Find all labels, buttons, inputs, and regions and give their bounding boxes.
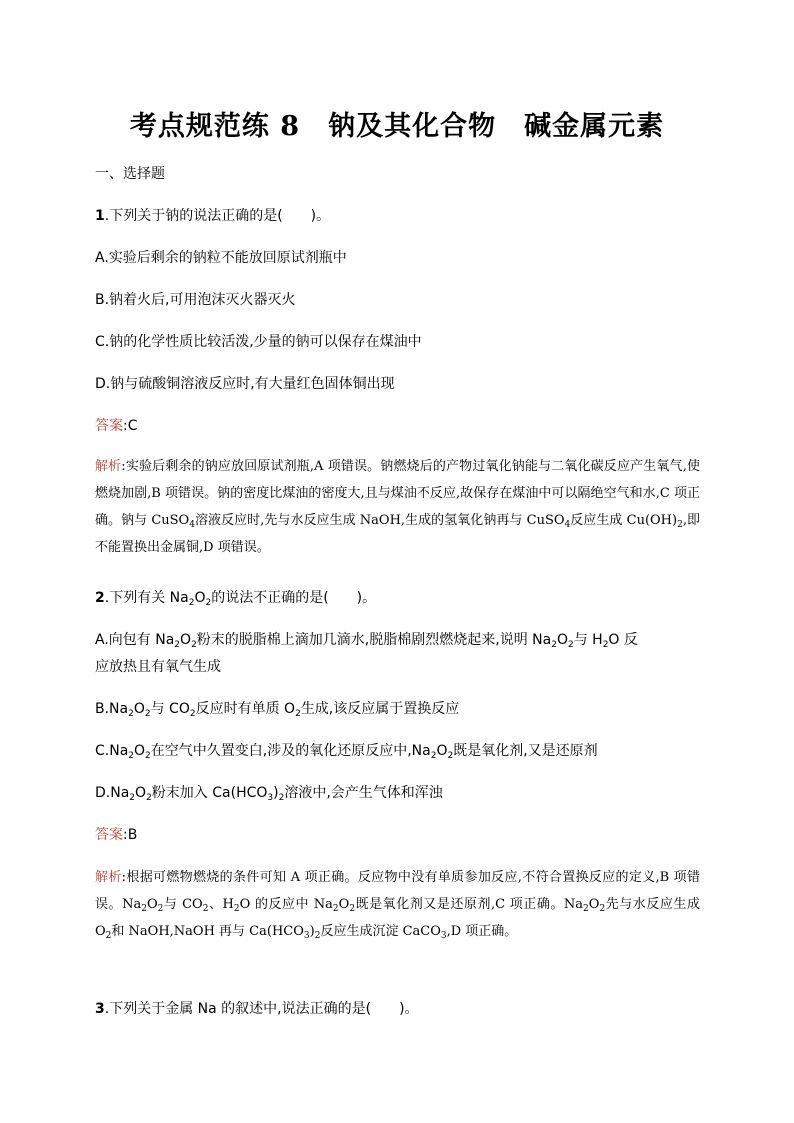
question-2-option-b: $B.Na_2O_2$与 $CO_2$反应时有单质 $O_2$生成,该反应属于置换反应 (95, 701, 460, 719)
question-2-option-c: $C.Na_2O_2$在空气中久置变白,涉及的氧化还原反应中$,Na_2O_2$既是氧化剂,又是还原剂 (95, 743, 598, 761)
section-heading: 一、选择题 (95, 166, 165, 182)
answer-label: 答案 (95, 827, 123, 843)
question-1-option-a: A.实验后剩余的钠粒不能放回原试剂瓶中 (95, 250, 347, 266)
question-1-explanation: 解析:实验后剩余的钠应放回原试剂瓶,A 项错误。钠燃烧后的产物过氧化钠能与二氧化碳反应产生氧气,使燃烧加剧,B 项错误。钠的密度比煤油的密度大,且与煤油不反应,故保存在煤油中可以隔绝空气和水,C 项正确。钠与 CuSO$_4$溶液反应时,先与水反应生成 NaOH,生成的氢氧化钠再与 CuSO$_4$反应生成 $Cu(OH)_2$,即不能置换出金属铜,D 项错误。 (95, 459, 700, 555)
question-1-stem: 1.下列关于钠的说法正确的是( )。 (95, 208, 331, 224)
answer-label: 答案 (95, 418, 123, 434)
explanation-label: 解析 (95, 459, 122, 474)
page-title: 考点规范练 8 钠及其化合物 碱金属元素 (129, 111, 665, 142)
question-2-answer: 答案:B (95, 827, 138, 843)
question-1-option-c: C.钠的化学性质比较活泼,少量的钠可以保存在煤油中 (95, 334, 422, 350)
question-2-option-a-line-1: A.向包有 $Na_2O_2$粉末的脱脂棉上滴加几滴水,脱脂棉剧烈燃烧起来,说明 $Na_2O_2$与 $H_2O$ 反 (95, 632, 638, 650)
question-1-option-d: D.钠与硫酸铜溶液反应时,有大量红色固体铜出现 (95, 376, 395, 392)
question-2-stem: 2.下列有关 $Na_2O_2$的说法不正确的是( )。 (95, 590, 377, 608)
question-2-option-a-line-2: 应放热且有氧气生成 (95, 659, 221, 675)
question-1-option-b: B.钠着火后,可用泡沫灭火器灭火 (95, 292, 296, 308)
question-3-stem: 3.下列关于金属 Na 的叙述中,说法正确的是( )。 (95, 1001, 419, 1017)
explanation-label: 解析 (95, 870, 122, 885)
question-1-answer: 答案:C (95, 418, 138, 434)
question-2-explanation: 解析:根据可燃物燃烧的条件可知 A 项正确。反应物中没有单质参加反应,不符合置换反应的定义,B 项错误。$Na_2O_2$与 $CO_2$、$H_2O$ 的反应中 $Na_2O_2$既是氧化剂又是还原剂,C 项正确。$Na_2O_2$先与水反应生成 $O_2$和 NaOH,NaOH 再与 $Ca(HCO_3)_2$反应生成沉淀 CaCO$_3$,D 项正确。 (95, 870, 700, 941)
question-2-option-d: $D.Na_2O_2$粉末加入 $Ca(HCO_3)_2$溶液中,会产生气体和浑浊 (95, 785, 443, 803)
